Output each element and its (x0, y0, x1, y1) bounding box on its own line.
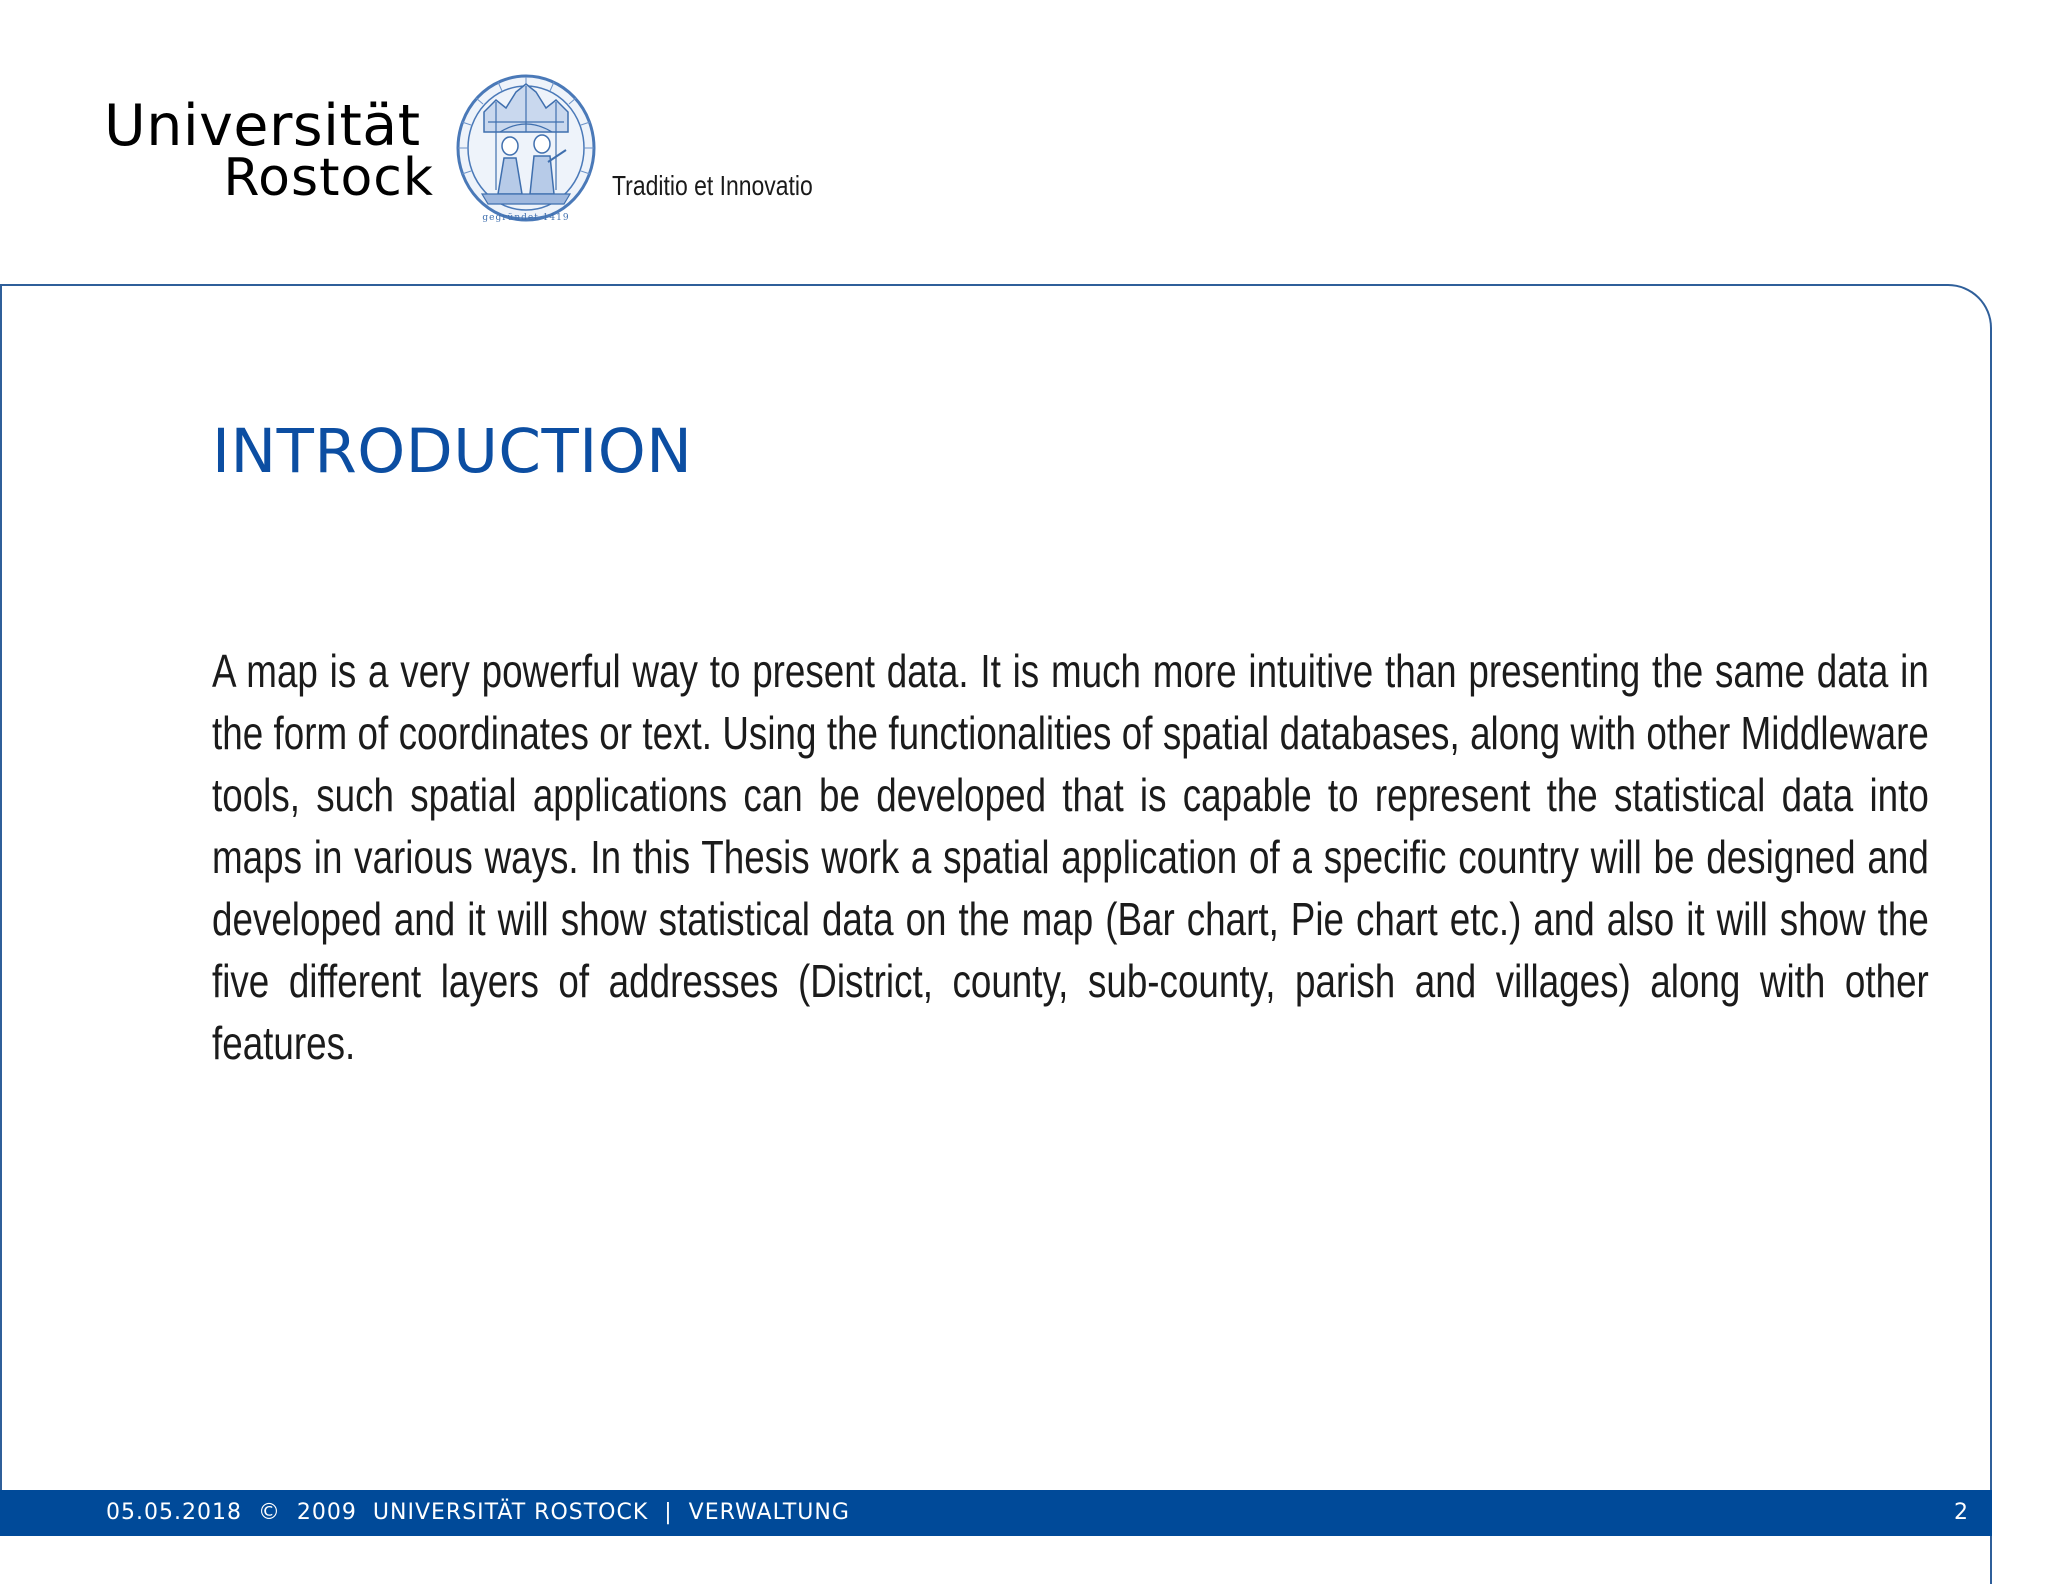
slide-body-text: A map is a very powerful way to present data. It is much more intuitive than presenting the same data in the form of coordinates or text. Using the functionalities of spatial databases, along with other Middleware tools, such spatial applications can be developed that is capable to represent the statistical data into maps in various ways. In this Thesis work a spatial application of a specific country will be designed and developed and it will show statistical data on the map (Bar chart, Pie chart etc.) and also it will show the five different layers of addresses (District, county, sub-county, parish and villages) along with other features. (212, 645, 1929, 1069)
university-tagline: Traditio et Innovatio (612, 170, 813, 201)
page-number: 2 (1954, 1500, 1968, 1525)
logo-line-universitaet: Universität (104, 93, 421, 159)
footer-text: 05.05.2018 © 2009 UNIVERSITÄT ROSTOCK | VERWALTUNG (106, 1500, 850, 1525)
university-seal-icon (454, 72, 598, 228)
logo-line-rostock: Rostock (223, 148, 434, 208)
seal-inscription: gegründet 1419 (482, 213, 570, 223)
frame-left-rule (0, 284, 2, 1490)
university-logo-wordmark (104, 93, 444, 208)
slide-footer (0, 1490, 1992, 1536)
slide-header (0, 0, 2048, 283)
slide-title: INTRODUCTION (212, 416, 693, 487)
